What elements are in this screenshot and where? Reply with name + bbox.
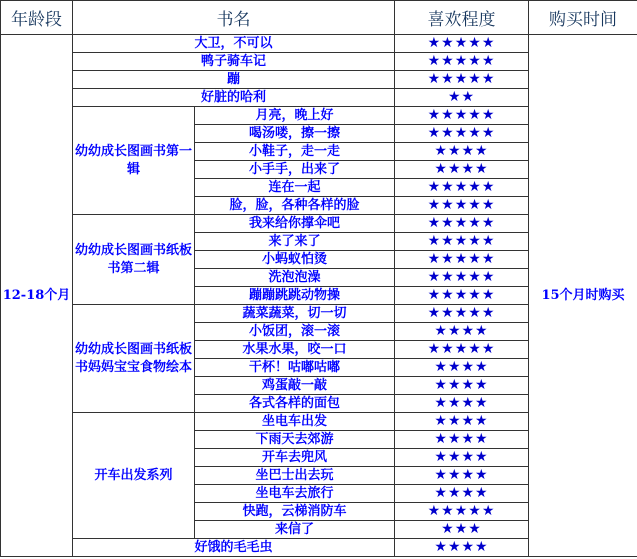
- book-title: 好饿的毛毛虫: [73, 539, 395, 557]
- rating-stars: ★★★★: [395, 467, 529, 485]
- book-title: 月亮，晚上好: [195, 107, 395, 125]
- rating-stars: ★★★★★: [395, 215, 529, 233]
- book-title: 开车去兜风: [195, 449, 395, 467]
- rating-stars: ★★★★★: [395, 107, 529, 125]
- rating-stars: ★★★★: [395, 323, 529, 341]
- header-rating: 喜欢程度: [395, 1, 529, 35]
- rating-stars: ★★★★: [395, 413, 529, 431]
- header-book: 书名: [73, 1, 395, 35]
- series-name: 开车出发系列: [73, 413, 195, 539]
- book-title: 鸭子骑车记: [73, 53, 395, 71]
- book-title: 小鞋子，走一走: [195, 143, 395, 161]
- book-title: 脸，脸，各种各样的脸: [195, 197, 395, 215]
- book-title: 小饭团，滚一滚: [195, 323, 395, 341]
- header-age: 年龄段: [1, 1, 73, 35]
- book-title: 鸡蛋敲一敲: [195, 377, 395, 395]
- book-title: 坐电车去旅行: [195, 485, 395, 503]
- book-title: 干杯！咕嘟咕嘟: [195, 359, 395, 377]
- book-title: 好脏的哈利: [73, 89, 395, 107]
- rating-stars: ★★★★★: [395, 251, 529, 269]
- rating-stars: ★★★★★: [395, 503, 529, 521]
- series-name: 幼幼成长图画书纸板书第二辑: [73, 215, 195, 305]
- book-title: 小蚂蚁怕烫: [195, 251, 395, 269]
- age-group-cell: 12-18个月: [1, 35, 73, 557]
- book-title: 蹦蹦跳跳动物操: [195, 287, 395, 305]
- rating-stars: ★★★★: [395, 395, 529, 413]
- book-title: 快跑，云梯消防车: [195, 503, 395, 521]
- book-title: 蔬菜蔬菜，切一切: [195, 305, 395, 323]
- table-body: [1, 35, 637, 557]
- book-title: 我来给你撑伞吧: [195, 215, 395, 233]
- purchase-time-cell: 15个月时购买: [529, 35, 637, 557]
- book-title: 洗泡泡澡: [195, 269, 395, 287]
- rating-stars: ★★★★★: [395, 269, 529, 287]
- book-title: 各式各样的面包: [195, 395, 395, 413]
- table-row: [1, 35, 637, 53]
- rating-stars: ★★★★★: [395, 233, 529, 251]
- rating-stars: ★★★★★: [395, 125, 529, 143]
- book-title: 水果水果，咬一口: [195, 341, 395, 359]
- rating-stars: ★★★★★: [395, 71, 529, 89]
- book-title: 下雨天去郊游: [195, 431, 395, 449]
- book-title: 坐电车出发: [195, 413, 395, 431]
- header-purchase: 购买时间: [529, 1, 637, 35]
- book-title: 大卫，不可以: [73, 35, 395, 53]
- book-title: 喝汤喽，擦一擦: [195, 125, 395, 143]
- rating-stars: ★★★★★: [395, 179, 529, 197]
- rating-stars: ★★★★★: [395, 341, 529, 359]
- rating-stars: ★★★★: [395, 359, 529, 377]
- header-row: [1, 1, 637, 35]
- rating-stars: ★★★★★: [395, 305, 529, 323]
- rating-stars: ★★★: [395, 521, 529, 539]
- rating-stars: ★★★★: [395, 485, 529, 503]
- rating-stars: ★★★★: [395, 377, 529, 395]
- book-title: 小手手，出来了: [195, 161, 395, 179]
- series-name: 幼幼成长图画书纸板书妈妈宝宝食物绘本: [73, 305, 195, 413]
- rating-stars: ★★★★★: [395, 197, 529, 215]
- series-name: 幼幼成长图画书第一辑: [73, 107, 195, 215]
- book-title: 蹦: [73, 71, 395, 89]
- rating-stars: ★★★★★: [395, 53, 529, 71]
- rating-stars: ★★★★: [395, 431, 529, 449]
- book-title: 坐巴士出去玩: [195, 467, 395, 485]
- rating-stars: ★★: [395, 89, 529, 107]
- book-title: 连在一起: [195, 179, 395, 197]
- rating-stars: ★★★★★: [395, 35, 529, 53]
- rating-stars: ★★★★: [395, 449, 529, 467]
- rating-stars: ★★★★★: [395, 287, 529, 305]
- book-title: 来信了: [195, 521, 395, 539]
- rating-stars: ★★★★: [395, 161, 529, 179]
- rating-stars: ★★★★: [395, 143, 529, 161]
- rating-stars: ★★★★: [395, 539, 529, 557]
- book-title: 来了来了: [195, 233, 395, 251]
